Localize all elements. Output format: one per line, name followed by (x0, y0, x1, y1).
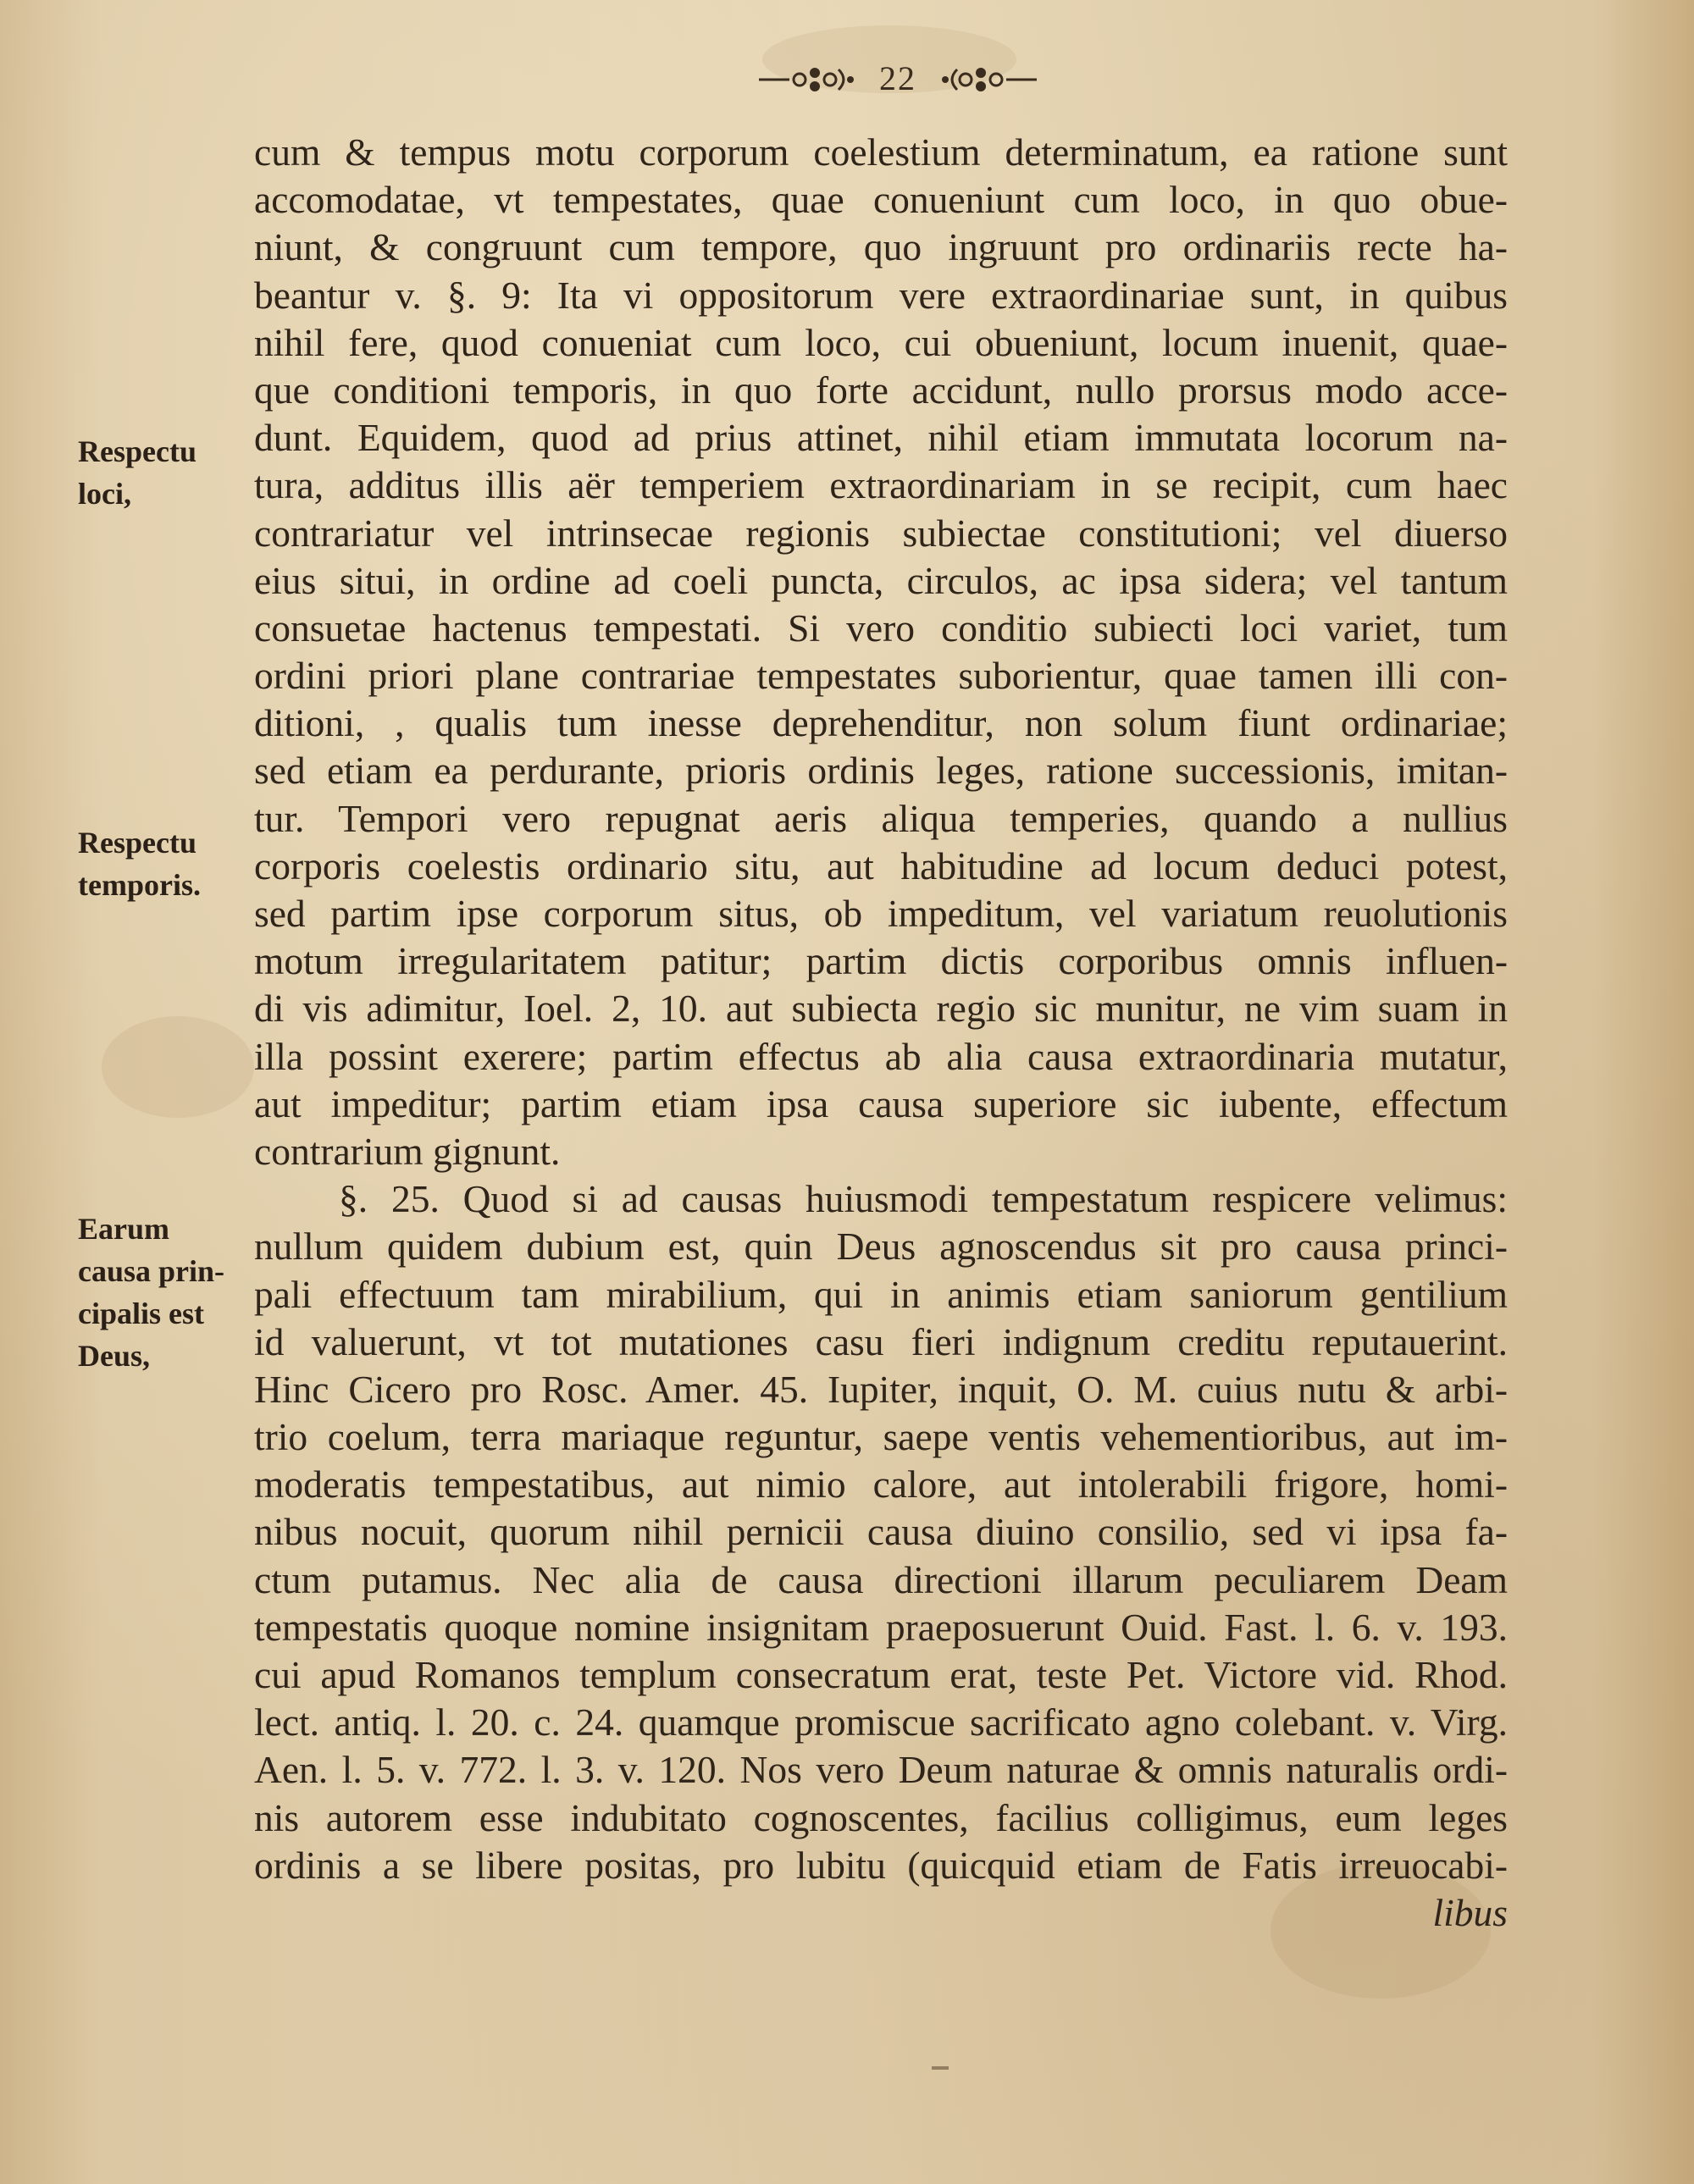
text-line: nis autorem esse indubitato cognoscentes, facilius colligimus, eum leges (254, 1795, 1508, 1839)
margin-note-line: loci, (78, 477, 131, 511)
margin-note-line: Respectu (78, 434, 197, 468)
margin-note-line: Earum (78, 1212, 169, 1246)
left-ornament-icon (756, 61, 857, 95)
margin-note-respectu-loci (78, 430, 247, 515)
text-line: dunt. Equidem, quod ad prius attinet, nihil etiam immutata locorum na- (254, 416, 1508, 460)
margin-note-line: cipalis est (78, 1297, 204, 1330)
main-text (254, 129, 1508, 1937)
text-line: nihil fere, quod conueniat cum loco, cui obueniunt, locum inuenit, quae- (254, 320, 1508, 364)
text-line: motum irregularitatem patitur; partim dictis corporibus omnis influen- (254, 939, 1508, 983)
text-line: accomodatae, vt tempestates, quae conueniunt cum loco, in quo obue- (254, 178, 1508, 222)
text-line: sed partim ipse corporum situs, ob impeditum, vel variatum reuolutionis (254, 892, 1508, 935)
text-line: trio coelum, terra mariaque reguntur, saepe ventis vehementioribus, aut im- (254, 1415, 1508, 1459)
page-header (745, 53, 1050, 103)
text-line: moderatis tempestatibus, aut nimio calore, aut intolerabili frigore, homi- (254, 1462, 1508, 1507)
page-number: 22 (879, 58, 916, 97)
text-line: §. 25. Quod si ad causas huiusmodi tempestatum respicere velimus: (339, 1177, 1508, 1221)
text-line: ordini priori plane contrariae tempestates suborientur, quae tamen illi con- (254, 654, 1508, 698)
paper-stain (102, 1016, 254, 1118)
text-line: ditioni, , qualis tum inesse deprehenditur, non solum fiunt ordinariae; (254, 701, 1508, 745)
text-line: tempestatis quoque nomine insignitam praeposuerunt Ouid. Fast. l. 6. v. 193. (254, 1605, 1508, 1649)
text-line: contrarium gignunt. (254, 1129, 561, 1173)
text-line: cum & tempus motu corporum coelestium determinatum, ea ratione sunt (254, 130, 1508, 174)
text-line: nibus nocuit, quorum nihil pernicii causa diuino consilio, sed vi ipsa fa- (254, 1510, 1508, 1554)
text-line: nullum quidem dubium est, quin Deus agnoscendus sit pro causa princi- (254, 1225, 1508, 1269)
text-line: pali effectuum tam mirabilium, qui in animis etiam saniorum gentilium (254, 1272, 1508, 1316)
text-line: tura, additus illis aër temperiem extraordinariam in se recipit, cum haec (254, 463, 1508, 507)
margin-note-respectu-temporis (78, 821, 247, 906)
text-line: que conditioni temporis, in quo forte accidunt, nullo prorsus modo acce- (254, 368, 1508, 412)
text-line: di vis adimitur, Ioel. 2, 10. aut subiecta regio sic munitur, ne vim suam in (254, 987, 1508, 1031)
text-line: corporis coelestis ordinario situ, aut habitudine ad locum deduci potest, (254, 843, 1508, 887)
text-line: ctum putamus. Nec alia de causa directioni illarum peculiarem Deam (254, 1557, 1508, 1601)
right-ornament-icon (938, 61, 1040, 95)
text-line: cui apud Romanos templum consecratum erat, teste Pet. Victore vid. Rhod. (254, 1653, 1508, 1696)
margin-note-line: Deus, (78, 1339, 151, 1373)
text-line: illa possint exerere; partim effectus ab alia causa extraordinaria mutatur, (254, 1034, 1508, 1078)
text-line: sed etiam ea perdurante, prioris ordinis leges, ratione successionis, imitan- (254, 749, 1508, 793)
margin-note-line: Respectu (78, 826, 197, 860)
text-line: id valuerunt, vt tot mutationes casu fieri indignum creditu reputauerint. (254, 1319, 1508, 1363)
text-line: contrariatur vel intrinsecae regionis subiectae constitutioni; vel diuerso (254, 511, 1508, 555)
text-line: eius situi, in ordine ad coeli puncta, circulos, ac ipsa sidera; vel tantum (254, 558, 1508, 602)
text-line: aut impeditur; partim etiam ipsa causa superiore sic iubente, effectum (254, 1081, 1508, 1125)
ink-mark (932, 2066, 949, 2070)
catchword: libus (1432, 1890, 1508, 1934)
text-line: Hinc Cicero pro Rosc. Amer. 45. Iupiter, inquit, O. M. cuius nutu & arbi- (254, 1367, 1508, 1411)
text-line: niunt, & congruunt cum tempore, quo ingruunt pro ordinariis recte ha- (254, 225, 1508, 269)
text-line: consuetae hactenus tempestati. Si vero conditio subiecti loci variet, tum (254, 605, 1508, 650)
text-line: Aen. l. 5. v. 772. l. 3. v. 120. Nos vero Deum naturae & omnis naturalis ordi- (254, 1748, 1508, 1792)
margin-note-line: causa prin- (78, 1254, 225, 1288)
text-line: ordinis a se libere positas, pro lubitu (quicquid etiam de Fatis irreuocabi- (254, 1843, 1508, 1887)
margin-note-line: temporis. (78, 868, 201, 902)
text-line: tur. Tempori vero repugnat aeris aliqua temperies, quando a nullius (254, 796, 1508, 840)
text-line: beantur v. §. 9: Ita vi oppositorum vere extraordinariae sunt, in quibus (254, 273, 1508, 317)
text-line: lect. antiq. l. 20. c. 24. quamque promiscue sacrificato agno colebant. v. Virg. (254, 1700, 1508, 1744)
margin-note-causa-principalis (78, 1208, 247, 1377)
